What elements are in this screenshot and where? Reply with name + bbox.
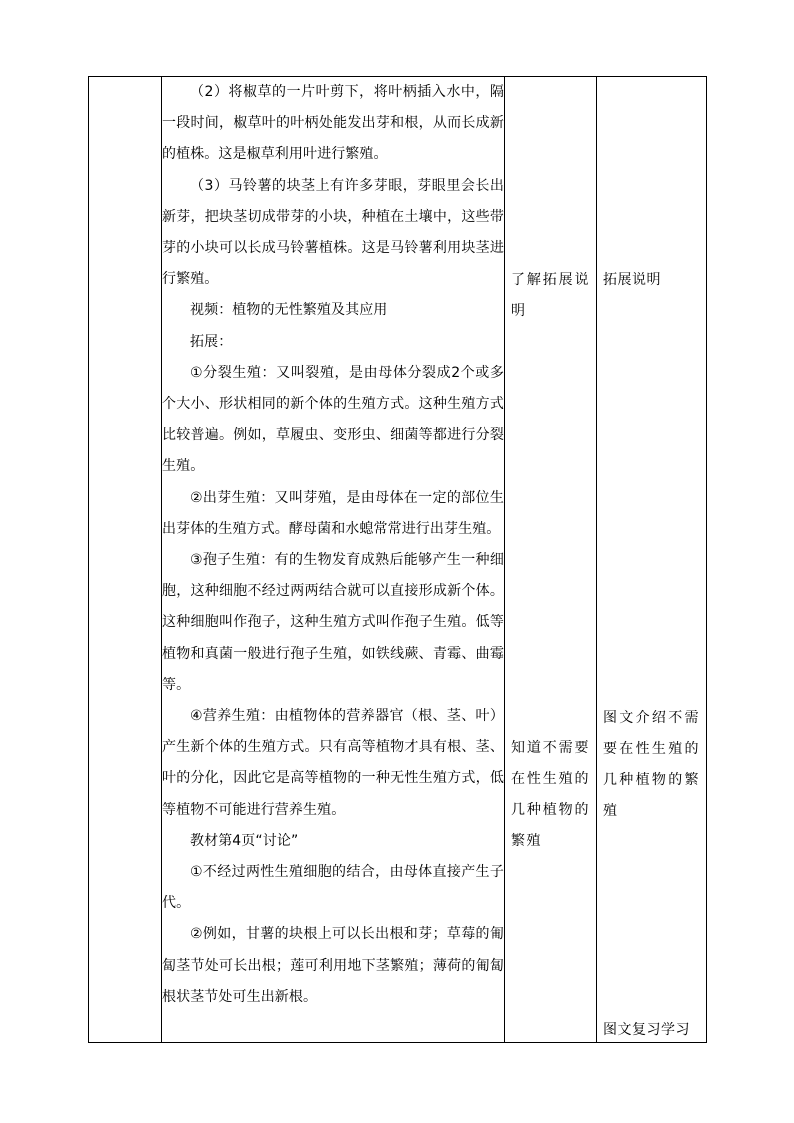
paragraph-potato-tuber: （3）马铃薯的块茎上有许多芽眼，芽眼里会长出新芽，把块茎切成带芽的小块，种植在土壤中，这些带芽的小块可以长成马铃薯植株。这是马铃薯利用块茎进行繁殖。 <box>162 177 504 288</box>
teaching-content-cell <box>162 77 505 1043</box>
paragraph-video: 视频：植物的无性繁殖及其应用 <box>190 302 388 319</box>
paragraph-peperomia-leaf: （2）将椒草的一片叶剪下，将叶柄插入水中，隔一段时间，椒草叶的叶柄处能发出芽和根，从而长成新的植株。这是椒草利用叶进行繁殖。 <box>162 84 504 163</box>
paragraph-discussion-answer-1: ①不经过两性生殖细胞的结合，由母体直接产生子代。 <box>162 864 504 912</box>
paragraph-fission: ①分裂生殖：又叫裂殖，是由母体分裂成2个或多个大小、形状相同的新个体的生殖方式。这种生殖方式比较普遍。例如，草履虫、变形虫、细菌等都进行分裂生殖。 <box>162 364 504 475</box>
design-intent-cell <box>597 77 707 1043</box>
lesson-plan-table <box>88 76 707 1043</box>
paragraph-extension-heading: 拓展： <box>190 333 233 350</box>
paragraph-discussion-heading: 教材第4页“讨论” <box>190 832 299 849</box>
section-cell <box>89 77 162 1043</box>
student-note-extension: 了解拓展说明 <box>511 272 590 319</box>
table-row <box>89 77 707 1043</box>
paragraph-spore: ③孢子生殖：有的生物发育成熟后能够产生一种细胞，这种细胞不经过两两结合就可以直接形成新个体。这种细胞叫作孢子，这种生殖方式叫作孢子生殖。低等植物和真菌一般进行孢子生殖，如铁线蕨、青霉、曲霉等。 <box>162 552 504 693</box>
student-note-asexual: 知道不需要在性生殖的几种植物的繁殖 <box>511 740 590 849</box>
paragraph-vegetative: ④营养生殖：由植物体的营养器官（根、茎、叶）产生新个体的生殖方式。只有高等植物才具有根、茎、叶的分化，因此它是高等植物的一种无性生殖方式，低等植物不可能进行营养生殖。 <box>162 708 504 818</box>
paragraph-discussion-answer-2: ②例如，甘薯的块根上可以长出根和芽；草莓的匍匐茎节处可长出根；莲可利用地下茎繁殖；薄荷的匍匐根状茎节处可生出新根。 <box>162 926 504 1005</box>
student-activity-cell <box>505 77 597 1043</box>
paragraph-budding: ②出芽生殖：又叫芽殖，是由母体在一定的部位生出芽体的生殖方式。酵母菌和水螅常常进行出芽生殖。 <box>162 489 504 537</box>
design-note-review: 图文复习学习 <box>603 1022 690 1038</box>
design-note-asexual: 图文介绍不需要在性生殖的几种植物的繁殖 <box>603 710 700 819</box>
design-note-extension: 拓展说明 <box>603 272 661 288</box>
